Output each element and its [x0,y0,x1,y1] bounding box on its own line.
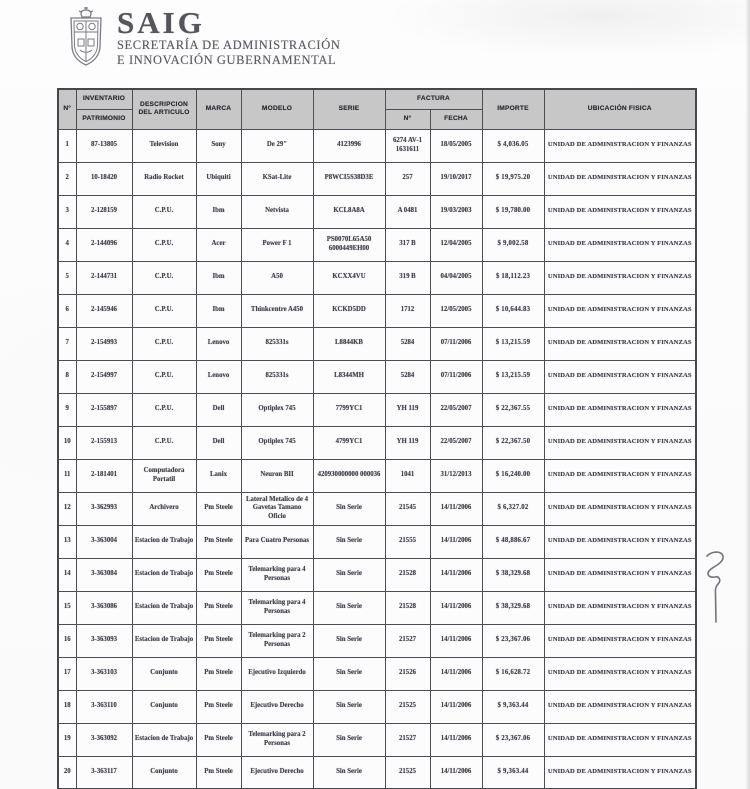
cell-marca: Lenovo [196,327,241,360]
cell-importe: $ 4,036.05 [482,129,544,162]
cell-fecha: 14/11/2006 [430,723,482,756]
cell-serie: Sin Serie [313,591,385,624]
cell-modelo: Telemarking para 4 Personas [241,591,313,624]
cell-no: 11 [58,459,76,492]
cell-ubicacion: UNIDAD DE ADMINISTRACION Y FINANZAS [544,294,696,327]
cell-importe: $ 9,002.58 [482,228,544,261]
cell-inventario: 2-154993 [76,327,132,360]
cell-marca: Pm Steele [196,525,241,558]
cell-modelo: 825331s [241,360,313,393]
cell-importe: $ 16,628.72 [482,657,544,690]
cell-marca: Pm Steele [196,756,241,789]
table-row [58,657,696,690]
cell-modelo: Telemarking para 2 Personas [241,624,313,657]
cell-no: 17 [58,657,76,690]
table-row [58,228,696,261]
cell-serie: KCXX4VU [313,261,385,294]
cell-descripcion: Estacion de Trabajo [132,558,196,591]
col-header-descripcion: DESCRIPCION DEL ARTICULO [132,89,196,129]
cell-fecha: 22/05/2007 [430,393,482,426]
table-row [58,558,696,591]
cell-inventario: 2-154997 [76,360,132,393]
cell-factura_no: 317 B [385,228,430,261]
cell-ubicacion: UNIDAD DE ADMINISTRACION Y FINANZAS [544,327,696,360]
cell-descripcion: Estacion de Trabajo [132,723,196,756]
cell-marca: Ibm [196,294,241,327]
cell-factura_no: 21525 [385,690,430,723]
cell-factura_no: 21527 [385,624,430,657]
cell-descripcion: C.P.U. [132,195,196,228]
cell-modelo: Lateral Metalico de 4 Gavetas Tamano Oficio [241,492,313,525]
col-header-inventario: INVENTARIO [76,89,132,109]
cell-importe: $ 13,215.59 [482,360,544,393]
scan-edge-artifact [745,0,750,789]
cell-descripcion: Estacion de Trabajo [132,624,196,657]
cell-factura_no: 319 B [385,261,430,294]
cell-ubicacion: UNIDAD DE ADMINISTRACION Y FINANZAS [544,426,696,459]
cell-descripcion: C.P.U. [132,327,196,360]
cell-inventario: 3-363086 [76,591,132,624]
cell-ubicacion: UNIDAD DE ADMINISTRACION Y FINANZAS [544,393,696,426]
cell-descripcion: Estacion de Trabajo [132,591,196,624]
letterhead [63,6,340,68]
cell-factura_no: YH 119 [385,426,430,459]
inventory-table [57,88,697,789]
cell-factura_no: 1712 [385,294,430,327]
cell-modelo: Optiplex 745 [241,426,313,459]
cell-marca: Acer [196,228,241,261]
cell-factura_no: 21555 [385,525,430,558]
cell-modelo: Telemarking para 2 Personas [241,723,313,756]
table-row [58,162,696,195]
cell-modelo: A50 [241,261,313,294]
coat-of-arms-icon [63,6,109,68]
cell-ubicacion: UNIDAD DE ADMINISTRACION Y FINANZAS [544,360,696,393]
cell-descripcion: Archivero [132,492,196,525]
col-header-modelo: MODELO [241,89,313,129]
cell-no: 3 [58,195,76,228]
table-row [58,624,696,657]
cell-factura_no: 1041 [385,459,430,492]
cell-marca: Pm Steele [196,723,241,756]
table-row [58,261,696,294]
cell-factura_no: YH 119 [385,393,430,426]
cell-serie: L8344MH [313,360,385,393]
cell-marca: Pm Steele [196,690,241,723]
cell-factura_no: A 0481 [385,195,430,228]
cell-inventario: 3-363004 [76,525,132,558]
cell-marca: Lanix [196,459,241,492]
cell-ubicacion: UNIDAD DE ADMINISTRACION Y FINANZAS [544,723,696,756]
table-row [58,591,696,624]
cell-fecha: 14/11/2006 [430,558,482,591]
table-row [58,459,696,492]
cell-serie: Sin Serie [313,723,385,756]
cell-marca: Dell [196,426,241,459]
cell-importe: $ 9,363.44 [482,690,544,723]
table-body [58,129,696,789]
cell-importe: $ 23,367.06 [482,624,544,657]
col-header-factura: FACTURA [385,89,482,109]
cell-ubicacion: UNIDAD DE ADMINISTRACION Y FINANZAS [544,525,696,558]
cell-no: 12 [58,492,76,525]
cell-inventario: 10-18420 [76,162,132,195]
cell-modelo: 825331s [241,327,313,360]
col-header-marca: MARCA [196,89,241,129]
cell-fecha: 14/11/2006 [430,591,482,624]
cell-modelo: Ejecutivo Derecho [241,690,313,723]
cell-modelo: Para Cuatro Personas [241,525,313,558]
cell-no: 10 [58,426,76,459]
cell-fecha: 22/05/2007 [430,426,482,459]
cell-no: 15 [58,591,76,624]
cell-no: 1 [58,129,76,162]
cell-ubicacion: UNIDAD DE ADMINISTRACION Y FINANZAS [544,657,696,690]
table-row [58,327,696,360]
cell-serie: Sin Serie [313,657,385,690]
cell-marca: Pm Steele [196,558,241,591]
cell-importe: $ 18,112.23 [482,261,544,294]
cell-descripcion: Conjunto [132,756,196,789]
cell-ubicacion: UNIDAD DE ADMINISTRACION Y FINANZAS [544,459,696,492]
cell-fecha: 12/05/2005 [430,294,482,327]
cell-fecha: 19/03/2003 [430,195,482,228]
table-row [58,492,696,525]
cell-modelo: Ejecutivo Izquierdo [241,657,313,690]
table-row [58,129,696,162]
table-row [58,756,696,789]
cell-inventario: 87-13805 [76,129,132,162]
cell-descripcion: C.P.U. [132,426,196,459]
cell-serie: Sin Serie [313,525,385,558]
cell-inventario: 2-144731 [76,261,132,294]
cell-inventario: 2-144096 [76,228,132,261]
cell-no: 16 [58,624,76,657]
table-row [58,393,696,426]
cell-descripcion: Television [132,129,196,162]
cell-modelo: Thinkcentre A450 [241,294,313,327]
cell-inventario: 3-363093 [76,624,132,657]
cell-no: 18 [58,690,76,723]
cell-ubicacion: UNIDAD DE ADMINISTRACION Y FINANZAS [544,690,696,723]
table-row [58,525,696,558]
cell-ubicacion: UNIDAD DE ADMINISTRACION Y FINANZAS [544,756,696,789]
cell-no: 5 [58,261,76,294]
cell-importe: $ 19,975.20 [482,162,544,195]
cell-marca: Ibm [196,261,241,294]
cell-serie: Sin Serie [313,624,385,657]
cell-factura_no: 6274 AV-1 1631611 [385,129,430,162]
cell-no: 8 [58,360,76,393]
cell-no: 4 [58,228,76,261]
cell-descripcion: C.P.U. [132,294,196,327]
cell-ubicacion: UNIDAD DE ADMINISTRACION Y FINANZAS [544,492,696,525]
col-header-importe: IMPORTE [482,89,544,129]
table-row [58,360,696,393]
cell-serie: P8WCI5S38D3E [313,162,385,195]
cell-fecha: 31/12/2013 [430,459,482,492]
cell-factura_no: 21528 [385,558,430,591]
cell-inventario: 3-363103 [76,657,132,690]
cell-importe: $ 23,367.06 [482,723,544,756]
cell-modelo: KSat-Lite [241,162,313,195]
table-row [58,690,696,723]
cell-importe: $ 22,367.55 [482,393,544,426]
cell-serie: 420930000000 000036 [313,459,385,492]
cell-importe: $ 38,329.68 [482,558,544,591]
table-header [58,89,696,129]
cell-marca: Pm Steele [196,657,241,690]
cell-factura_no: 21526 [385,657,430,690]
col-header-factura-no: N° [385,109,430,129]
cell-descripcion: Radio Rocket [132,162,196,195]
cell-inventario: 2-145946 [76,294,132,327]
cell-factura_no: 21527 [385,723,430,756]
cell-serie: Sin Serie [313,690,385,723]
cell-marca: Pm Steele [196,492,241,525]
cell-fecha: 14/11/2006 [430,690,482,723]
cell-serie: Sin Serie [313,558,385,591]
cell-descripcion: Conjunto [132,690,196,723]
cell-ubicacion: UNIDAD DE ADMINISTRACION Y FINANZAS [544,228,696,261]
cell-marca: Ubiquiti [196,162,241,195]
table-row [58,195,696,228]
cell-ubicacion: UNIDAD DE ADMINISTRACION Y FINANZAS [544,195,696,228]
cell-importe: $ 22,367.50 [482,426,544,459]
cell-factura_no: 21545 [385,492,430,525]
col-header-serie: SERIE [313,89,385,129]
cell-importe: $ 16,240.00 [482,459,544,492]
cell-inventario: 2-128159 [76,195,132,228]
cell-importe: $ 13,215.59 [482,327,544,360]
cell-ubicacion: UNIDAD DE ADMINISTRACION Y FINANZAS [544,129,696,162]
cell-ubicacion: UNIDAD DE ADMINISTRACION Y FINANZAS [544,591,696,624]
cell-descripcion: Estacion de Trabajo [132,525,196,558]
org-name-line1: SECRETARÍA DE ADMINISTRACIÓN [117,38,341,52]
cell-descripcion: C.P.U. [132,261,196,294]
cell-modelo: De 29" [241,129,313,162]
cell-modelo: Netvista [241,195,313,228]
cell-descripcion: Computadora Portatil [132,459,196,492]
cell-ubicacion: UNIDAD DE ADMINISTRACION Y FINANZAS [544,261,696,294]
cell-factura_no: 257 [385,162,430,195]
cell-inventario: 3-363092 [76,723,132,756]
cell-serie: 4799YC1 [313,426,385,459]
cell-inventario: 2-155897 [76,393,132,426]
cell-descripcion: C.P.U. [132,228,196,261]
cell-marca: Pm Steele [196,591,241,624]
cell-fecha: 14/11/2006 [430,492,482,525]
cell-inventario: 3-363084 [76,558,132,591]
org-abbreviation: SAIG [117,5,205,40]
cell-modelo: Power F 1 [241,228,313,261]
cell-factura_no: 5284 [385,360,430,393]
cell-factura_no: 21528 [385,591,430,624]
cell-importe: $ 38,329.68 [482,591,544,624]
cell-serie: 4123996 [313,129,385,162]
col-header-no: N° [58,89,76,129]
cell-ubicacion: UNIDAD DE ADMINISTRACION Y FINANZAS [544,162,696,195]
cell-fecha: 14/11/2006 [430,624,482,657]
cell-fecha: 19/10/2017 [430,162,482,195]
cell-fecha: 14/11/2006 [430,657,482,690]
cell-no: 13 [58,525,76,558]
cell-modelo: Neuron BII [241,459,313,492]
cell-inventario: 2-155913 [76,426,132,459]
cell-inventario: 3-363110 [76,690,132,723]
cell-importe: $ 9,363.44 [482,756,544,789]
cell-no: 2 [58,162,76,195]
cell-no: 7 [58,327,76,360]
cell-modelo: Ejecutivo Derecho [241,756,313,789]
cell-inventario: 2-181401 [76,459,132,492]
cell-no: 19 [58,723,76,756]
table-row [58,294,696,327]
cell-marca: Pm Steele [196,624,241,657]
cell-modelo: Telemarking para 4 Personas [241,558,313,591]
cell-marca: Ibm [196,195,241,228]
cell-serie: Sin Serie [313,492,385,525]
cell-marca: Dell [196,393,241,426]
table-row [58,426,696,459]
cell-marca: Sony [196,129,241,162]
cell-fecha: 18/05/2005 [430,129,482,162]
cell-marca: Lenovo [196,360,241,393]
cell-descripcion: Conjunto [132,657,196,690]
cell-fecha: 07/11/2006 [430,327,482,360]
cell-no: 14 [58,558,76,591]
cell-serie: L8844KB [313,327,385,360]
cell-importe: $ 10,644.83 [482,294,544,327]
cell-no: 9 [58,393,76,426]
cell-serie: 7799YC1 [313,393,385,426]
cell-fecha: 14/11/2006 [430,756,482,789]
cell-descripcion: C.P.U. [132,360,196,393]
col-header-patrimonio: PATRIMONIO [76,109,132,129]
cell-importe: $ 6,327.02 [482,492,544,525]
cell-ubicacion: UNIDAD DE ADMINISTRACION Y FINANZAS [544,624,696,657]
col-header-ubicacion: UBICACIÓN FISICA [544,89,696,129]
cell-importe: $ 19,780.00 [482,195,544,228]
cell-no: 6 [58,294,76,327]
cell-inventario: 3-363117 [76,756,132,789]
cell-inventario: 3-362993 [76,492,132,525]
cell-no: 20 [58,756,76,789]
cell-fecha: 04/04/2005 [430,261,482,294]
cell-modelo: Optiplex 745 [241,393,313,426]
col-header-fecha: FECHA [430,109,482,129]
cell-fecha: 14/11/2006 [430,525,482,558]
cell-importe: $ 48,886.67 [482,525,544,558]
cell-serie: Sin Serie [313,756,385,789]
cell-serie: KCL8A8A [313,195,385,228]
cell-factura_no: 5284 [385,327,430,360]
table-row [58,723,696,756]
handwritten-squiggle-mark [697,548,729,628]
cell-ubicacion: UNIDAD DE ADMINISTRACION Y FINANZAS [544,558,696,591]
cell-serie: KCKD5DD [313,294,385,327]
cell-factura_no: 21525 [385,756,430,789]
cell-fecha: 12/04/2005 [430,228,482,261]
cell-fecha: 07/11/2006 [430,360,482,393]
cell-serie: PS0070L65A50 6000449EH00 [313,228,385,261]
org-name-line2: E INNOVACIÓN GUBERNAMENTAL [117,52,337,67]
cell-descripcion: C.P.U. [132,393,196,426]
